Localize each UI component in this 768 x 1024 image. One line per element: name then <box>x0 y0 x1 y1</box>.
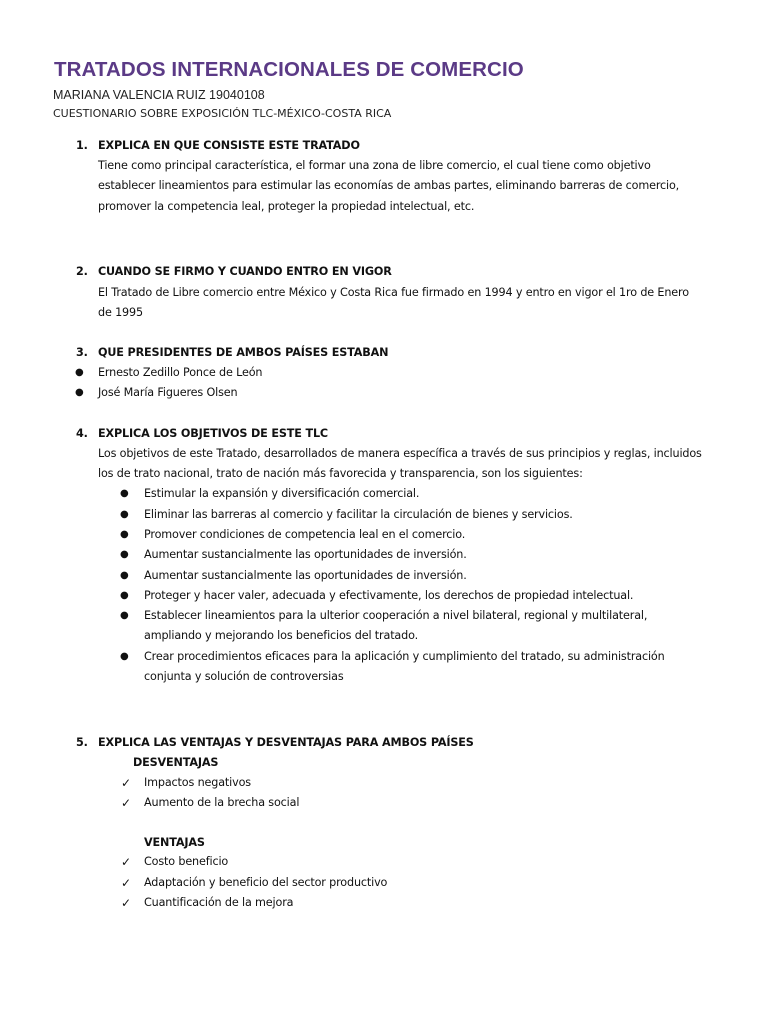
list-item: Impactos negativos <box>144 776 251 789</box>
question-heading: EXPLICA LAS VENTAJAS Y DESVENTAJAS PARA AMBOS PAÍSES <box>98 736 474 749</box>
bullet-icon: ● <box>120 549 129 560</box>
document-title: TRATADOS INTERNACIONALES DE COMERCIO <box>54 58 524 81</box>
answer-line: promover la competencia leal, proteger la propiedad intelectual, etc. <box>98 200 475 213</box>
question-heading: EXPLICA LOS OBJETIVOS DE ESTE TLC <box>98 427 328 440</box>
bullet-icon: ● <box>120 488 129 499</box>
list-item: Promover condiciones de competencia leal en el comercio. <box>144 528 466 541</box>
bullet-icon: ● <box>75 387 84 398</box>
answer-line: los de trato nacional, trato de nación más favorecida y transparencia, son los siguientes: <box>98 467 583 480</box>
answer-line: Los objetivos de este Tratado, desarrollados de manera específica a través de sus principios y reglas, incluidos <box>98 447 702 460</box>
question-number: 3. <box>76 346 88 359</box>
bullet-icon: ● <box>120 509 129 520</box>
bullet-icon: ● <box>75 367 84 378</box>
check-icon: ✓ <box>121 896 131 910</box>
check-icon: ✓ <box>121 855 131 869</box>
advantages-heading: VENTAJAS <box>144 836 205 849</box>
question-heading: QUE PRESIDENTES DE AMBOS PAÍSES ESTABAN <box>98 346 389 359</box>
list-item: Cuantificación de la mejora <box>144 896 294 909</box>
list-item: Aumentar sustancialmente las oportunidades de inversión. <box>144 569 467 582</box>
answer-line: El Tratado de Libre comercio entre México y Costa Rica fue firmado en 1994 y entro en vigor el 1ro de Enero <box>98 286 689 299</box>
bullet-icon: ● <box>120 590 129 601</box>
answer-line: de 1995 <box>98 306 143 319</box>
list-item: Adaptación y beneficio del sector productivo <box>144 876 388 889</box>
bullet-icon: ● <box>120 570 129 581</box>
list-item: Ernesto Zedillo Ponce de León <box>98 366 263 379</box>
bullet-icon: ● <box>120 651 129 662</box>
check-icon: ✓ <box>121 796 131 810</box>
list-item: Costo beneficio <box>144 855 229 868</box>
question-heading: EXPLICA EN QUE CONSISTE ESTE TRATADO <box>98 139 360 152</box>
bullet-icon: ● <box>120 529 129 540</box>
bullet-icon: ● <box>120 610 129 621</box>
question-heading: CUANDO SE FIRMO Y CUANDO ENTRO EN VIGOR <box>98 265 392 278</box>
question-number: 4. <box>76 427 88 440</box>
author-line: MARIANA VALENCIA RUIZ 19040108 <box>53 88 265 102</box>
question-number: 1. <box>76 139 88 152</box>
list-item: Aumentar sustancialmente las oportunidades de inversión. <box>144 548 467 561</box>
list-item: Aumento de la brecha social <box>144 796 300 809</box>
disadvantages-heading: DESVENTAJAS <box>133 756 219 769</box>
check-icon: ✓ <box>121 876 131 890</box>
check-icon: ✓ <box>121 776 131 790</box>
list-item: Eliminar las barreras al comercio y facilitar la circulación de bienes y servicios. <box>144 508 573 521</box>
document-subtitle: CUESTIONARIO SOBRE EXPOSICIÓN TLC-MÉXICO-COSTA RICA <box>53 107 392 120</box>
list-item: José María Figueres Olsen <box>98 386 238 399</box>
answer-line: establecer lineamientos para estimular las economías de ambas partes, eliminando barreras de comercio, <box>98 179 680 192</box>
list-item-continuation: ampliando y mejorando los beneficios del tratado. <box>144 629 418 642</box>
answer-line: Tiene como principal característica, el formar una zona de libre comercio, el cual tiene como objetivo <box>98 159 651 172</box>
list-item: Estimular la expansión y diversificación comercial. <box>144 487 420 500</box>
question-number: 2. <box>76 265 88 278</box>
list-item-continuation: conjunta y solución de controversias <box>144 670 344 683</box>
list-item: Establecer lineamientos para la ulterior cooperación a nivel bilateral, regional y multilateral, <box>144 609 648 622</box>
list-item: Proteger y hacer valer, adecuada y efectivamente, los derechos de propiedad intelectual. <box>144 589 634 602</box>
list-item: Crear procedimientos eficaces para la aplicación y cumplimiento del tratado, su administración <box>144 650 665 663</box>
question-number: 5. <box>76 736 88 749</box>
